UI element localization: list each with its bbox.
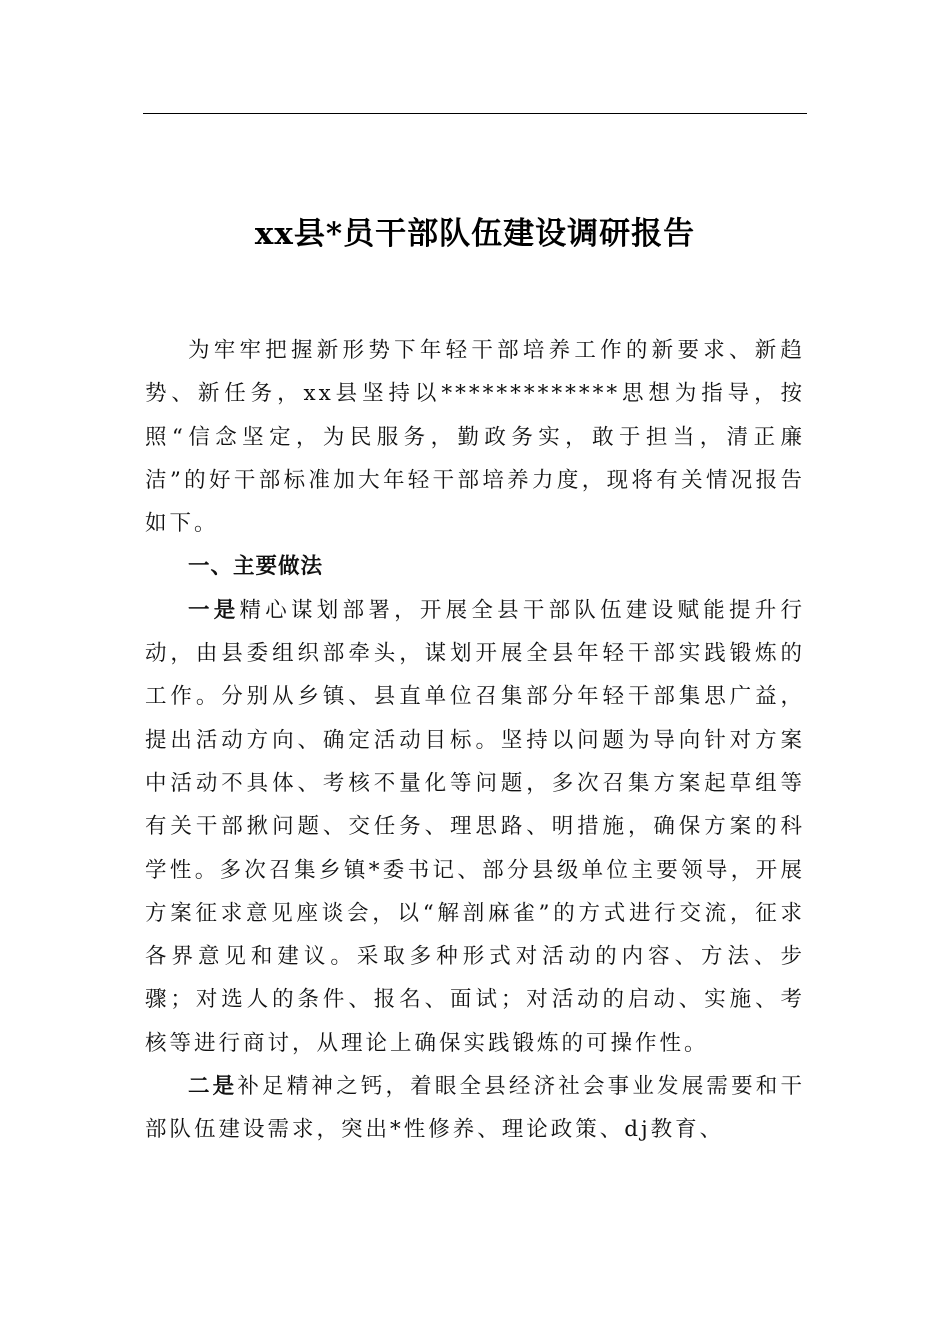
header-rule xyxy=(143,113,807,114)
document-title: xx县*员干部队伍建设调研报告 xyxy=(254,215,696,252)
point-two-lead: 二是 xyxy=(188,1074,238,1100)
point-one-lead: 一是 xyxy=(188,597,240,623)
point-two-text: 补足精神之钙，着眼全县经济社会事业发展需要和干部队伍建设需求，突出*性修养、理论政策、dj教育、 xyxy=(145,1074,805,1143)
point-one-text: 精心谋划部署，开展全县干部队伍建设赋能提升行动，由县委组织部牵头，谋划开展全县年轻干部实践锻炼的工作。分别从乡镇、县直单位召集部分年轻干部集思广益，提出活动方向、确定活动目标。坚持以问题为导向针对方案中活动不具体、考核不量化等问题，多次召集方案起草组等有关干部揪问题、交任务、理思路、明措施，确保方案的科学性。多次召集乡镇*委书记、部分县级单位主要领导，开展方案征求意见座谈会，以“解剖麻雀”的方式进行交流，征求各界意见和建议。采取多种形式对活动的内容、方法、步骤；对选人的条件、报名、面试；对活动的启动、实施、考核等进行商讨，从理论上确保实践锻炼的可操作性。 xyxy=(145,597,805,1056)
point-two-paragraph xyxy=(145,1065,805,1152)
document-body xyxy=(145,329,805,1152)
point-one-paragraph xyxy=(145,589,805,1065)
section-heading: 一、主要做法 xyxy=(188,554,324,580)
intro-paragraph: 为牢牢把握新形势下年轻干部培养工作的新要求、新趋势、新任务，xx县坚持以*************思想为指导，按照“信念坚定，为民服务，勤政务实，敢于担当，清正廉洁”的好干部标准加大年轻干部培养力度，现将有关情况报告如下。 xyxy=(145,338,805,537)
